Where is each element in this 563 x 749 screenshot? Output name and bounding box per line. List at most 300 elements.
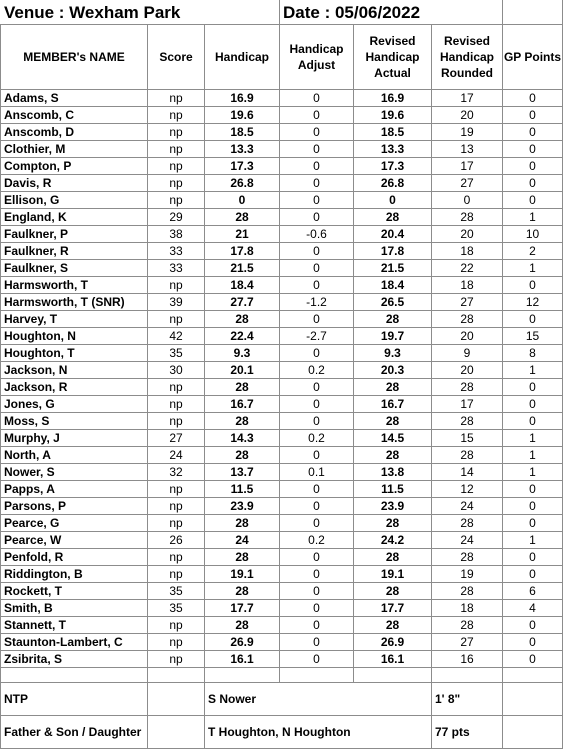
cell-handicap: 26.9 (205, 634, 280, 651)
cell-score: 38 (148, 226, 205, 243)
cell-points: 10 (503, 226, 563, 243)
cell-name: Clothier, M (1, 141, 148, 158)
cell-points: 0 (503, 192, 563, 209)
empty-cell (205, 668, 280, 683)
table-row (1, 260, 563, 277)
cell-name: Houghton, T (1, 345, 148, 362)
empty-cell (148, 668, 205, 683)
cell-handicap: 28 (205, 447, 280, 464)
table-row (1, 430, 563, 447)
cell-handicap: 13.7 (205, 464, 280, 481)
cell-adjust: 0 (280, 447, 354, 464)
cell-score: 30 (148, 362, 205, 379)
cell-score: np (148, 651, 205, 668)
cell-actual: 28 (354, 583, 432, 600)
cell-score: np (148, 634, 205, 651)
cell-name: Nower, S (1, 464, 148, 481)
cell-handicap: 17.7 (205, 600, 280, 617)
col-header-actual: Revised Handicap Actual (354, 25, 432, 90)
cell-rounded: 0 (432, 192, 503, 209)
cell-name: Faulkner, R (1, 243, 148, 260)
cell-points: 6 (503, 583, 563, 600)
cell-adjust: 0 (280, 175, 354, 192)
cell-name: Rockett, T (1, 583, 148, 600)
cell-points: 12 (503, 294, 563, 311)
cell-points: 0 (503, 549, 563, 566)
cell-rounded: 18 (432, 243, 503, 260)
cell-score: np (148, 515, 205, 532)
cell-actual: 26.5 (354, 294, 432, 311)
cell-rounded: 28 (432, 447, 503, 464)
cell-adjust: 0 (280, 243, 354, 260)
cell-adjust: 0 (280, 481, 354, 498)
cell-rounded: 27 (432, 294, 503, 311)
table-row (1, 566, 563, 583)
cell-score: np (148, 311, 205, 328)
table-row (1, 481, 563, 498)
cell-actual: 18.5 (354, 124, 432, 141)
table-row (1, 549, 563, 566)
empty-cell (148, 716, 205, 749)
cell-adjust: 0 (280, 634, 354, 651)
father-son-row (1, 716, 563, 749)
cell-handicap: 27.7 (205, 294, 280, 311)
cell-score: np (148, 396, 205, 413)
cell-score: np (148, 549, 205, 566)
cell-name: Pearce, W (1, 532, 148, 549)
cell-name: Penfold, R (1, 549, 148, 566)
cell-adjust: -0.6 (280, 226, 354, 243)
cell-handicap: 28 (205, 379, 280, 396)
cell-score: 33 (148, 243, 205, 260)
cell-points: 8 (503, 345, 563, 362)
table-row (1, 396, 563, 413)
cell-rounded: 22 (432, 260, 503, 277)
cell-handicap: 16.1 (205, 651, 280, 668)
cell-handicap: 28 (205, 209, 280, 226)
cell-actual: 13.3 (354, 141, 432, 158)
cell-actual: 16.7 (354, 396, 432, 413)
cell-points: 1 (503, 464, 563, 481)
cell-actual: 20.4 (354, 226, 432, 243)
cell-actual: 28 (354, 413, 432, 430)
col-header-handicap: Handicap (205, 25, 280, 90)
cell-name: Smith, B (1, 600, 148, 617)
cell-points: 0 (503, 379, 563, 396)
cell-name: Adams, S (1, 90, 148, 107)
cell-rounded: 27 (432, 634, 503, 651)
cell-points: 0 (503, 396, 563, 413)
cell-adjust: 0 (280, 617, 354, 634)
cell-actual: 11.5 (354, 481, 432, 498)
table-row (1, 90, 563, 107)
cell-handicap: 28 (205, 549, 280, 566)
cell-name: Houghton, N (1, 328, 148, 345)
cell-score: np (148, 413, 205, 430)
cell-name: Compton, P (1, 158, 148, 175)
cell-name: Ellison, G (1, 192, 148, 209)
cell-score: 29 (148, 209, 205, 226)
cell-actual: 28 (354, 617, 432, 634)
table-row (1, 532, 563, 549)
cell-rounded: 19 (432, 124, 503, 141)
cell-handicap: 14.3 (205, 430, 280, 447)
cell-handicap: 20.1 (205, 362, 280, 379)
cell-score: 33 (148, 260, 205, 277)
cell-actual: 19.7 (354, 328, 432, 345)
cell-adjust: 0 (280, 379, 354, 396)
cell-name: Jackson, N (1, 362, 148, 379)
cell-handicap: 9.3 (205, 345, 280, 362)
cell-score: 42 (148, 328, 205, 345)
table-row (1, 175, 563, 192)
cell-rounded: 28 (432, 515, 503, 532)
cell-rounded: 28 (432, 379, 503, 396)
cell-rounded: 17 (432, 90, 503, 107)
cell-adjust: -1.2 (280, 294, 354, 311)
empty-cell (503, 668, 563, 683)
cell-actual: 16.1 (354, 651, 432, 668)
cell-points: 0 (503, 566, 563, 583)
cell-score: np (148, 175, 205, 192)
cell-handicap: 17.3 (205, 158, 280, 175)
cell-adjust: -2.7 (280, 328, 354, 345)
cell-score: np (148, 379, 205, 396)
cell-adjust: 0 (280, 498, 354, 515)
cell-actual: 21.5 (354, 260, 432, 277)
cell-handicap: 22.4 (205, 328, 280, 345)
cell-rounded: 18 (432, 600, 503, 617)
cell-name: Parsons, P (1, 498, 148, 515)
cell-adjust: 0 (280, 311, 354, 328)
cell-handicap: 11.5 (205, 481, 280, 498)
spacer-row (1, 668, 563, 683)
footer-winner: S Nower (205, 683, 432, 716)
cell-adjust: 0.1 (280, 464, 354, 481)
cell-actual: 28 (354, 209, 432, 226)
cell-adjust: 0 (280, 260, 354, 277)
cell-actual: 23.9 (354, 498, 432, 515)
cell-points: 0 (503, 124, 563, 141)
table-row (1, 192, 563, 209)
cell-actual: 28 (354, 379, 432, 396)
cell-rounded: 18 (432, 277, 503, 294)
table-row (1, 651, 563, 668)
ntp-row (1, 683, 563, 716)
table-row (1, 362, 563, 379)
cell-rounded: 28 (432, 311, 503, 328)
cell-rounded: 17 (432, 158, 503, 175)
cell-name: Anscomb, D (1, 124, 148, 141)
cell-points: 1 (503, 260, 563, 277)
cell-name: Davis, R (1, 175, 148, 192)
cell-score: np (148, 498, 205, 515)
table-row (1, 328, 563, 345)
cell-actual: 28 (354, 549, 432, 566)
cell-rounded: 14 (432, 464, 503, 481)
cell-rounded: 15 (432, 430, 503, 447)
cell-points: 1 (503, 430, 563, 447)
empty-cell (503, 716, 563, 749)
cell-points: 1 (503, 447, 563, 464)
col-header-name: MEMBER's NAME (1, 25, 148, 90)
cell-name: Staunton-Lambert, C (1, 634, 148, 651)
cell-adjust: 0 (280, 209, 354, 226)
empty-cell (1, 668, 148, 683)
empty-cell (148, 683, 205, 716)
cell-points: 1 (503, 532, 563, 549)
cell-adjust: 0 (280, 549, 354, 566)
cell-score: 35 (148, 600, 205, 617)
empty-cell (432, 668, 503, 683)
table-row (1, 498, 563, 515)
cell-name: Pearce, G (1, 515, 148, 532)
cell-name: Harmsworth, T (1, 277, 148, 294)
table-row (1, 209, 563, 226)
cell-actual: 19.1 (354, 566, 432, 583)
cell-name: Papps, A (1, 481, 148, 498)
col-header-adjust: Handicap Adjust (280, 25, 354, 90)
cell-name: Murphy, J (1, 430, 148, 447)
cell-handicap: 17.8 (205, 243, 280, 260)
cell-actual: 26.9 (354, 634, 432, 651)
table-row (1, 243, 563, 260)
cell-score: np (148, 481, 205, 498)
cell-name: Faulkner, S (1, 260, 148, 277)
cell-handicap: 21.5 (205, 260, 280, 277)
cell-score: 24 (148, 447, 205, 464)
cell-actual: 16.9 (354, 90, 432, 107)
cell-points: 1 (503, 362, 563, 379)
cell-rounded: 17 (432, 396, 503, 413)
cell-adjust: 0 (280, 90, 354, 107)
cell-actual: 17.3 (354, 158, 432, 175)
cell-name: Zsibrita, S (1, 651, 148, 668)
cell-name: Jones, G (1, 396, 148, 413)
cell-rounded: 24 (432, 532, 503, 549)
cell-actual: 17.8 (354, 243, 432, 260)
cell-points: 0 (503, 651, 563, 668)
cell-actual: 19.6 (354, 107, 432, 124)
table-row (1, 158, 563, 175)
cell-rounded: 9 (432, 345, 503, 362)
cell-handicap: 19.6 (205, 107, 280, 124)
table-row (1, 107, 563, 124)
cell-handicap: 16.9 (205, 90, 280, 107)
date-title: Date : 05/06/2022 (280, 1, 503, 25)
cell-adjust: 0 (280, 141, 354, 158)
cell-adjust: 0 (280, 107, 354, 124)
cell-points: 0 (503, 634, 563, 651)
cell-name: Anscomb, C (1, 107, 148, 124)
cell-score: 35 (148, 345, 205, 362)
table-row (1, 583, 563, 600)
cell-adjust: 0 (280, 396, 354, 413)
cell-rounded: 27 (432, 175, 503, 192)
cell-score: 39 (148, 294, 205, 311)
cell-rounded: 28 (432, 583, 503, 600)
cell-adjust: 0 (280, 158, 354, 175)
cell-adjust: 0 (280, 515, 354, 532)
cell-points: 0 (503, 277, 563, 294)
cell-handicap: 24 (205, 532, 280, 549)
cell-score: np (148, 124, 205, 141)
cell-handicap: 28 (205, 583, 280, 600)
empty-cell (280, 668, 354, 683)
table-row (1, 345, 563, 362)
col-header-score: Score (148, 25, 205, 90)
cell-adjust: 0 (280, 583, 354, 600)
empty-cell (354, 668, 432, 683)
cell-score: 27 (148, 430, 205, 447)
cell-points: 1 (503, 209, 563, 226)
cell-rounded: 28 (432, 617, 503, 634)
cell-rounded: 28 (432, 209, 503, 226)
cell-name: Jackson, R (1, 379, 148, 396)
cell-name: Moss, S (1, 413, 148, 430)
cell-points: 2 (503, 243, 563, 260)
cell-score: np (148, 90, 205, 107)
cell-handicap: 19.1 (205, 566, 280, 583)
cell-score: np (148, 617, 205, 634)
cell-adjust: 0 (280, 566, 354, 583)
cell-score: 35 (148, 583, 205, 600)
cell-handicap: 28 (205, 413, 280, 430)
cell-rounded: 19 (432, 566, 503, 583)
cell-actual: 20.3 (354, 362, 432, 379)
cell-adjust: 0 (280, 413, 354, 430)
table-row (1, 413, 563, 430)
cell-name: North, A (1, 447, 148, 464)
cell-name: England, K (1, 209, 148, 226)
title-empty-cell (503, 1, 563, 25)
cell-adjust: 0 (280, 277, 354, 294)
cell-points: 4 (503, 600, 563, 617)
cell-points: 0 (503, 481, 563, 498)
cell-points: 0 (503, 311, 563, 328)
cell-handicap: 21 (205, 226, 280, 243)
cell-actual: 13.8 (354, 464, 432, 481)
cell-score: np (148, 158, 205, 175)
table-row (1, 226, 563, 243)
cell-adjust: 0.2 (280, 362, 354, 379)
table-row (1, 464, 563, 481)
cell-handicap: 26.8 (205, 175, 280, 192)
cell-actual: 24.2 (354, 532, 432, 549)
cell-rounded: 28 (432, 413, 503, 430)
cell-actual: 9.3 (354, 345, 432, 362)
cell-actual: 26.8 (354, 175, 432, 192)
table-row (1, 617, 563, 634)
cell-points: 0 (503, 141, 563, 158)
footer-label: Father & Son / Daughter (1, 716, 148, 749)
cell-points: 0 (503, 515, 563, 532)
cell-score: np (148, 277, 205, 294)
cell-points: 0 (503, 107, 563, 124)
cell-rounded: 13 (432, 141, 503, 158)
cell-rounded: 20 (432, 362, 503, 379)
table-row (1, 634, 563, 651)
cell-points: 0 (503, 158, 563, 175)
table-row (1, 124, 563, 141)
cell-actual: 14.5 (354, 430, 432, 447)
col-header-points: GP Points (503, 25, 563, 90)
cell-adjust: 0.2 (280, 430, 354, 447)
cell-rounded: 20 (432, 226, 503, 243)
cell-points: 0 (503, 175, 563, 192)
cell-handicap: 28 (205, 515, 280, 532)
cell-actual: 28 (354, 515, 432, 532)
cell-score: 26 (148, 532, 205, 549)
cell-adjust: 0 (280, 192, 354, 209)
table-row (1, 277, 563, 294)
title-row (1, 1, 563, 25)
venue-title: Venue : Wexham Park (1, 1, 280, 25)
cell-rounded: 28 (432, 549, 503, 566)
cell-handicap: 28 (205, 311, 280, 328)
cell-points: 0 (503, 498, 563, 515)
cell-rounded: 16 (432, 651, 503, 668)
table-row (1, 379, 563, 396)
cell-adjust: 0 (280, 124, 354, 141)
table-row (1, 141, 563, 158)
footer-winner: T Houghton, N Houghton (205, 716, 432, 749)
cell-handicap: 18.5 (205, 124, 280, 141)
table-row (1, 311, 563, 328)
table-row (1, 294, 563, 311)
cell-adjust: 0 (280, 600, 354, 617)
cell-actual: 0 (354, 192, 432, 209)
cell-actual: 18.4 (354, 277, 432, 294)
empty-cell (503, 683, 563, 716)
cell-score: np (148, 192, 205, 209)
cell-rounded: 24 (432, 498, 503, 515)
cell-actual: 28 (354, 311, 432, 328)
cell-actual: 28 (354, 447, 432, 464)
cell-adjust: 0 (280, 345, 354, 362)
cell-handicap: 23.9 (205, 498, 280, 515)
cell-handicap: 18.4 (205, 277, 280, 294)
cell-name: Stannett, T (1, 617, 148, 634)
cell-handicap: 28 (205, 617, 280, 634)
cell-handicap: 13.3 (205, 141, 280, 158)
cell-score: np (148, 141, 205, 158)
table-row (1, 447, 563, 464)
table-row (1, 515, 563, 532)
cell-points: 0 (503, 90, 563, 107)
cell-score: np (148, 107, 205, 124)
cell-name: Faulkner, P (1, 226, 148, 243)
cell-actual: 17.7 (354, 600, 432, 617)
cell-name: Harmsworth, T (SNR) (1, 294, 148, 311)
cell-adjust: 0.2 (280, 532, 354, 549)
col-header-rounded: Revised Handicap Rounded (432, 25, 503, 90)
footer-result: 77 pts (432, 716, 503, 749)
cell-points: 0 (503, 413, 563, 430)
cell-rounded: 12 (432, 481, 503, 498)
table-row (1, 600, 563, 617)
cell-handicap: 0 (205, 192, 280, 209)
cell-score: 32 (148, 464, 205, 481)
cell-name: Harvey, T (1, 311, 148, 328)
cell-adjust: 0 (280, 651, 354, 668)
cell-points: 15 (503, 328, 563, 345)
footer-result: 1' 8" (432, 683, 503, 716)
cell-name: Riddington, B (1, 566, 148, 583)
footer-label: NTP (1, 683, 148, 716)
cell-handicap: 16.7 (205, 396, 280, 413)
cell-score: np (148, 566, 205, 583)
